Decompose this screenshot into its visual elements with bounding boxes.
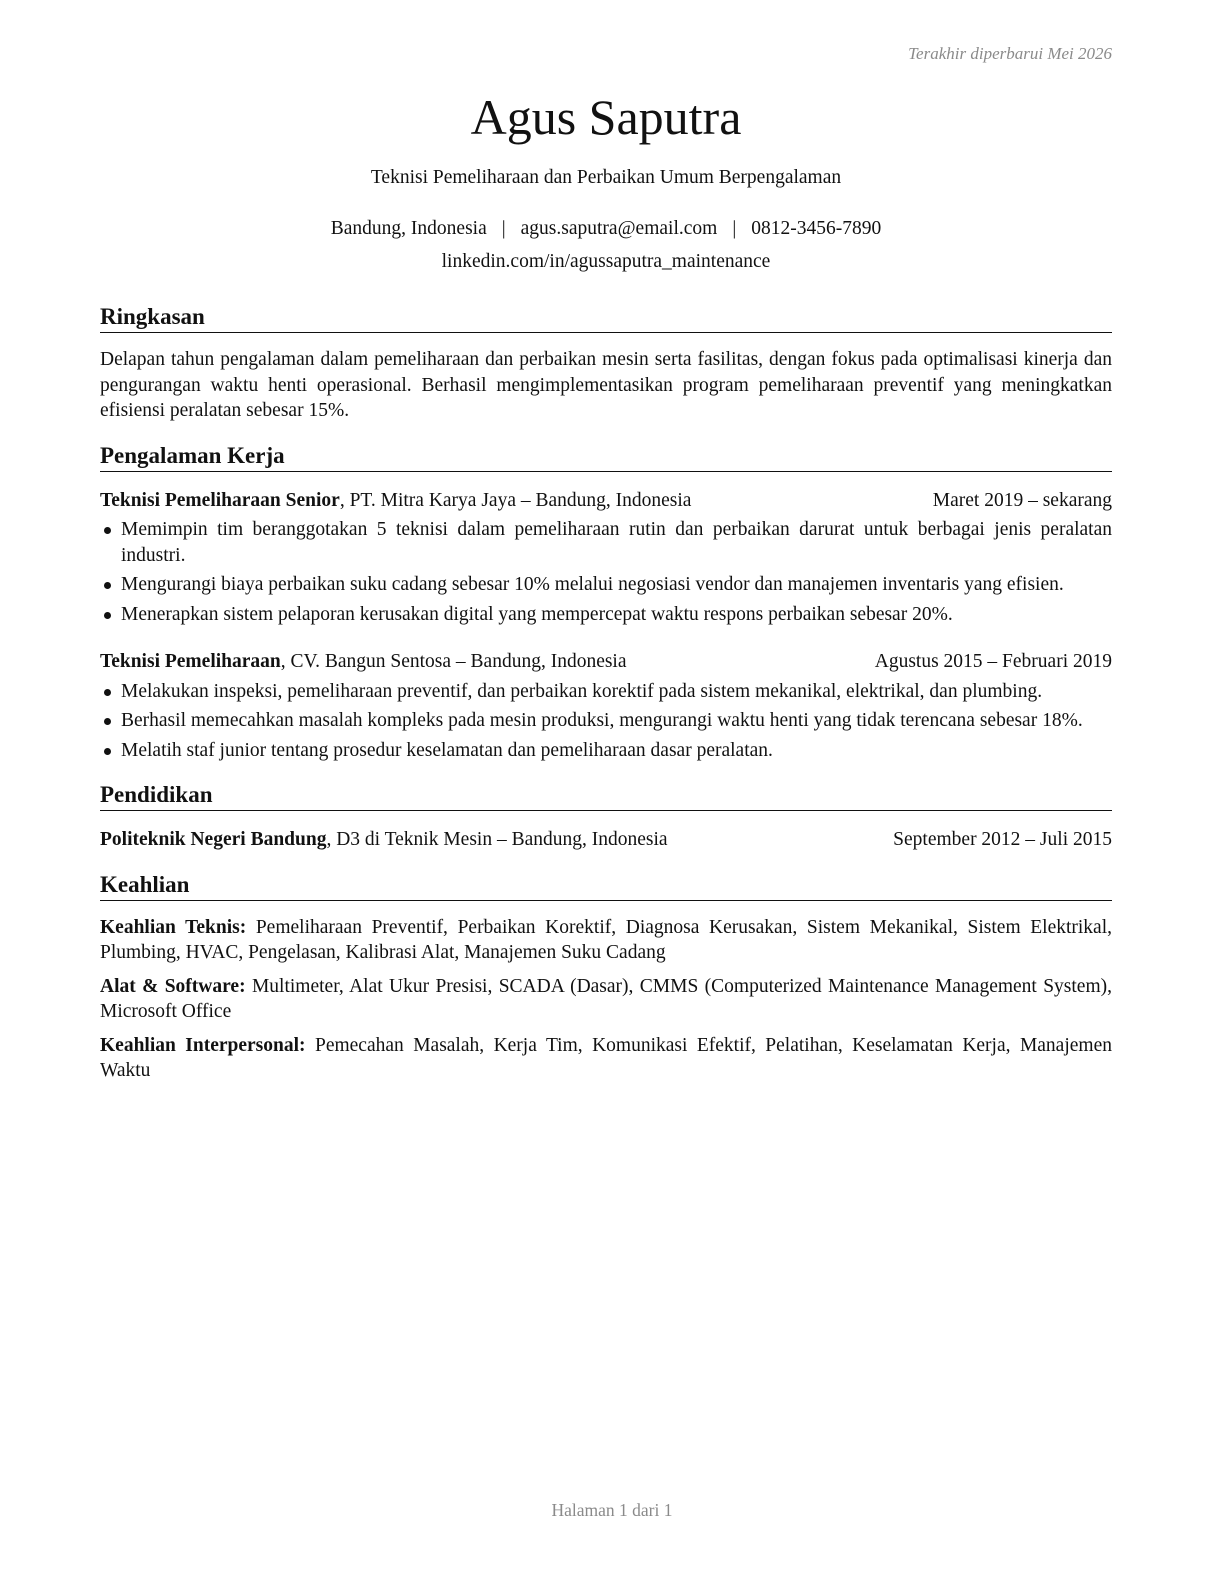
job-bullets [100,517,1112,627]
contact-separator: | [501,218,506,239]
job-org: , PT. Mitra Karya Jaya – Bandung, Indonesia [339,489,692,511]
contact-line [100,216,1112,242]
list-item: Menerapkan sistem pelaporan kerusakan digital yang mempercepat waktu respons perbaikan sebesar 20%. [100,602,1112,628]
job-header [100,649,1112,675]
page-number: Halaman 1 dari 1 [551,1500,673,1520]
skill-text: Pemecahan Masalah, Kerja Tim, Komunikasi Efektif, Pelatihan, Keselamatan Kerja, Manajemen Waktu [100,1034,1112,1081]
resume-body [100,302,1112,1101]
job-bullets [100,679,1112,764]
section-title-education: Pendidikan [100,780,1112,811]
list-item: Melatih staf junior tentang prosedur keselamatan dan pemeliharaan dasar peralatan. [100,738,1112,764]
experience-section [100,441,1112,764]
contact-email[interactable]: agus.saputra@email.com [520,218,718,239]
list-item: Berhasil memecahkan masalah kompleks pada mesin produksi, mengurangi waktu henti yang tidak terencana sebesar 18%. [100,708,1112,734]
list-item: Melakukan inspeksi, pemeliharaan preventif, dan perbaikan korektif pada sistem mekanikal, elektrikal, dan plumbing. [100,679,1112,705]
skill-label: Keahlian Teknis: [100,916,247,938]
skills-section [100,870,1112,1084]
contact-location: Bandung, Indonesia [330,218,487,239]
skill-text: Multimeter, Alat Ukur Presisi, SCADA (Dasar), CMMS (Computerized Maintenance Management System), Microsoft Office [100,975,1113,1022]
candidate-tagline: Teknisi Pemeliharaan dan Perbaikan Umum Berpengalaman [370,167,842,188]
education-section [100,780,1112,853]
job-org: , CV. Bangun Sentosa – Bandung, Indonesia [280,651,627,672]
skill-label: Keahlian Interpersonal: [100,1034,306,1056]
contact-phone: 0812-3456-7890 [751,218,882,239]
job-entry [100,488,1112,628]
resume-header [100,86,1112,275]
skill-text: Pemeliharaan Preventif, Perbaikan Korektif, Diagnosa Kerusakan, Sistem Mekanikal, Sistem Elektrikal, Plumbing, HVAC, Pengelasan, Kalibrasi Alat, Manajemen Suku Cadang [100,916,1112,963]
job-entry [100,649,1112,763]
candidate-name: Agus Saputra [470,89,742,145]
skill-group [100,1033,1112,1084]
section-title-experience: Pengalaman Kerja [100,441,1112,472]
education-dates: September 2012 – Juli 2015 [893,829,1112,850]
section-title-summary: Ringkasan [100,302,1112,333]
job-dates: Maret 2019 – sekarang [932,489,1112,511]
list-item: Memimpin tim beranggotakan 5 teknisi dalam pemeliharaan rutin dan perbaikan darurat untuk berbagai jenis peralatan industri. [100,517,1112,568]
last-updated-note: Terakhir diperbarui Mei 2026 [908,44,1112,63]
school-detail: , D3 di Teknik Mesin – Bandung, Indonesia [326,829,668,850]
contact-linkedin[interactable]: linkedin.com/in/agussaputra_maintenance [441,251,771,272]
school-name: Politeknik Negeri Bandung [100,829,327,850]
education-entry [100,827,1112,853]
job-dates: Agustus 2015 – Februari 2019 [874,651,1112,672]
list-item: Mengurangi biaya perbaikan suku cadang sebesar 10% melalui negosiasi vendor dan manajemen inventaris yang efisien. [100,572,1112,598]
summary-text: Delapan tahun pengalaman dalam pemeliharaan dan perbaikan mesin serta fasilitas, dengan fokus pada optimalisasi kinerja dan pengurangan waktu henti operasional. Berhasil mengimplementasikan program pemeliharaan preventif yang meningkatkan efisiensi peralatan sebesar 15%. [100,349,1112,421]
section-title-skills: Keahlian [100,870,1112,901]
skill-group [100,974,1112,1025]
skill-label: Alat & Software: [100,975,246,997]
contact-separator: | [732,218,737,239]
job-role: Teknisi Pemeliharaan [100,651,281,672]
summary-section [100,302,1112,424]
job-role: Teknisi Pemeliharaan Senior [100,489,340,511]
skill-group [100,915,1112,966]
job-header [100,488,1112,514]
